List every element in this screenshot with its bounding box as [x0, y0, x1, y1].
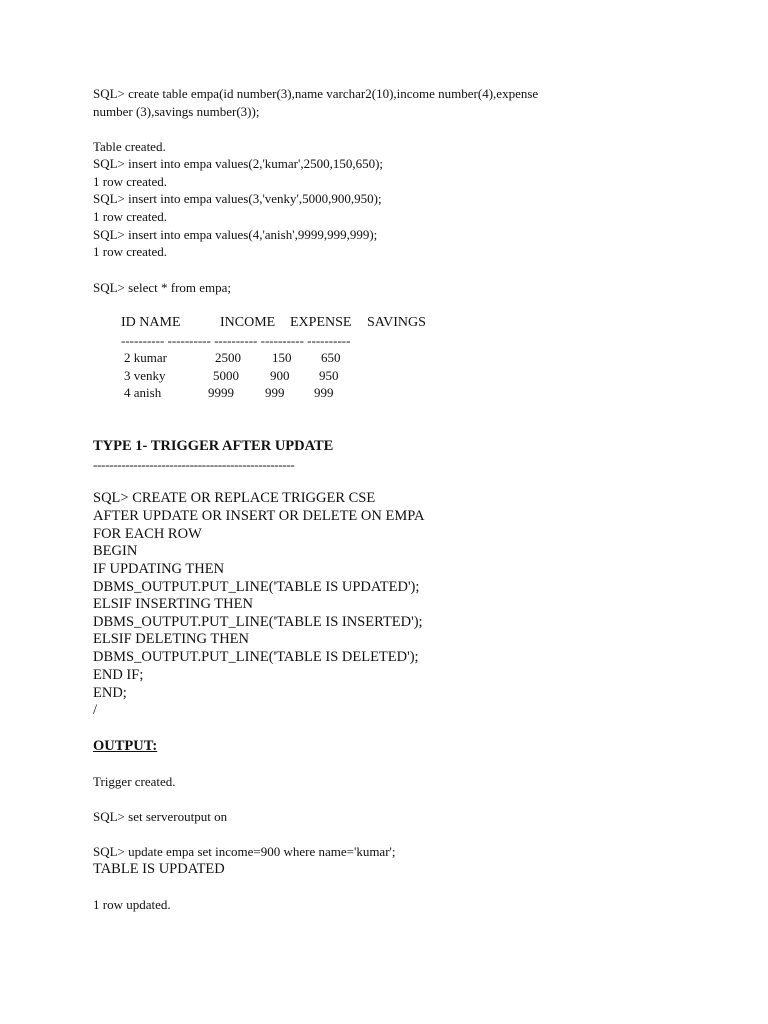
table-cell-idname: 3 venky	[124, 368, 166, 383]
table-updated-output: TABLE IS UPDATED	[93, 861, 225, 877]
code-line: END IF;	[93, 667, 144, 683]
insert-statement-1: SQL> insert into empa values(2,'kumar',2500,150,650);	[93, 156, 384, 171]
table-cell-income: 5000	[213, 368, 239, 383]
code-line: ELSIF DELETING THEN	[93, 631, 249, 647]
create-table-line-1: SQL> create table empa(id number(3),name varchar2(10),income number(4),expense	[93, 86, 539, 101]
select-statement: SQL> select * from empa;	[93, 280, 232, 295]
code-line: AFTER UPDATE OR INSERT OR DELETE ON EMPA	[93, 508, 425, 524]
serveroutput-statement: SQL> set serveroutput on	[93, 809, 228, 824]
update-statement: SQL> update empa set income=900 where name='kumar';	[93, 844, 396, 859]
table-separator: ---------- ---------- ---------- ---------- ----------	[121, 333, 351, 348]
table-header-idname: ID NAME	[121, 315, 181, 330]
code-line: ELSIF INSERTING THEN	[93, 596, 253, 612]
table-cell-savings: 950	[319, 368, 339, 383]
insert-statement-2: SQL> insert into empa values(3,'venky',5000,900,950);	[93, 191, 382, 206]
table-header-expense: EXPENSE	[290, 315, 352, 330]
code-line: /	[93, 702, 98, 718]
table-cell-idname: 2 kumar	[124, 350, 167, 365]
row-created-text-2: 1 row created.	[93, 209, 167, 224]
insert-statement-3: SQL> insert into empa values(4,'anish',9999,999,999);	[93, 227, 378, 242]
code-line: FOR EACH ROW	[93, 526, 202, 542]
code-line: END;	[93, 685, 127, 701]
create-table-line-2: number (3),savings number(3));	[93, 104, 260, 119]
trigger-heading: TYPE 1- TRIGGER AFTER UPDATE	[93, 438, 334, 454]
code-line: BEGIN	[93, 543, 138, 559]
code-line: DBMS_OUTPUT.PUT_LINE('TABLE IS INSERTED');	[93, 614, 423, 630]
output-heading: OUTPUT:	[93, 738, 158, 754]
heading-rule: --------------------------------------------------	[93, 457, 295, 472]
table-header-income: INCOME	[220, 315, 276, 330]
table-cell-savings: 650	[321, 350, 341, 365]
table-cell-income: 2500	[215, 350, 241, 365]
row-updated-text: 1 row updated.	[93, 897, 171, 912]
table-header-savings: SAVINGS	[367, 315, 426, 330]
trigger-created-text: Trigger created.	[93, 774, 176, 789]
table-cell-savings: 999	[314, 385, 334, 400]
table-cell-expense: 999	[265, 385, 285, 400]
code-line: IF UPDATING THEN	[93, 561, 225, 577]
table-cell-income: 9999	[208, 385, 234, 400]
table-created-text: Table created.	[93, 139, 166, 154]
code-line: SQL> CREATE OR REPLACE TRIGGER CSE	[93, 490, 376, 506]
row-created-text-1: 1 row created.	[93, 174, 167, 189]
table-cell-idname: 4 anish	[124, 385, 162, 400]
row-created-text-3: 1 row created.	[93, 244, 167, 259]
table-cell-expense: 900	[270, 368, 290, 383]
table-cell-expense: 150	[272, 350, 292, 365]
code-line: DBMS_OUTPUT.PUT_LINE('TABLE IS UPDATED');	[93, 579, 420, 595]
code-line: DBMS_OUTPUT.PUT_LINE('TABLE IS DELETED');	[93, 649, 419, 665]
